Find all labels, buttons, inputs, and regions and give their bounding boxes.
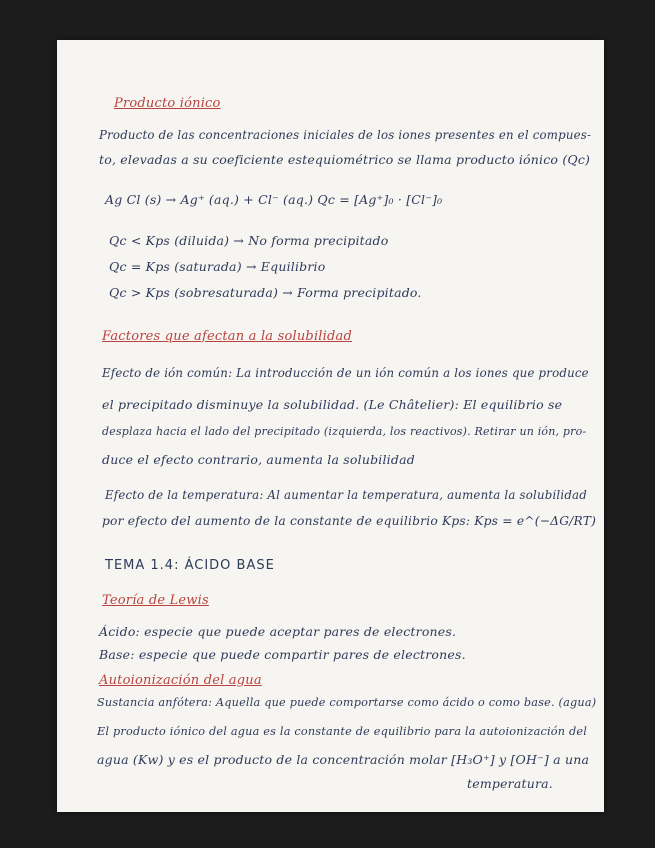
text-line: Efecto de la temperatura: Al aumentar la temperatura, aumenta la solubilidad xyxy=(105,488,587,502)
text-line: El producto iónico del agua es la constante de equilibrio para la autoionización del xyxy=(97,725,588,738)
text-line: agua (Kw) y es el producto de la concentración molar [H₃O⁺] y [OH⁻] a una xyxy=(97,752,590,767)
heading-lewis: Teoría de Lewis xyxy=(102,593,209,608)
text-line: Ácido: especie que puede aceptar pares de electrones. xyxy=(99,624,457,639)
text-line: por efecto del aumento de la constante de equilibrio Kps: Kps = e^(−ΔG/RT) xyxy=(102,514,597,528)
condition-line: Qc = Kps (saturada) → Equilibrio xyxy=(109,259,326,274)
condition-line: Qc < Kps (diluida) → No forma precipitado xyxy=(109,233,389,248)
heading-autoionizacion: Autoionización del agua xyxy=(99,673,262,688)
text-line: Sustancia anfótera: Aquella que puede comportarse como ácido o como base. (agua) xyxy=(97,696,597,709)
text-line: Base: especie que puede compartir pares de electrones. xyxy=(99,647,466,662)
text-line: duce el efecto contrario, aumenta la solubilidad xyxy=(102,452,415,467)
text-line: el precipitado disminuye la solubilidad. (Le Châtelier): El equilibrio se xyxy=(102,397,563,412)
text-line: desplaza hacia el lado del precipitado (izquierda, los reactivos). Retirar un ión, pro- xyxy=(102,425,587,438)
heading-producto-ionico: Producto iónico xyxy=(114,96,221,111)
notebook-page xyxy=(57,40,604,812)
heading-tema: TEMA 1.4: ÁCIDO BASE xyxy=(105,558,275,573)
text-line: temperatura. xyxy=(467,776,553,791)
text-line: to, elevadas a su coeficiente estequiométrico se llama producto iónico (Qc) xyxy=(99,152,591,167)
text-line: Efecto de ión común: La introducción de un ión común a los iones que produce xyxy=(102,366,589,380)
heading-factores: Factores que afectan a la solubilidad xyxy=(102,329,353,344)
equation-line: Ag Cl (s) → Ag⁺ (aq.) + Cl⁻ (aq.) Qc = [Ag⁺]₀ · [Cl⁻]₀ xyxy=(105,192,443,207)
text-line: Producto de las concentraciones iniciales de los iones presentes en el compues- xyxy=(99,128,592,142)
condition-line: Qc > Kps (sobresaturada) → Forma precipitado. xyxy=(109,285,422,300)
